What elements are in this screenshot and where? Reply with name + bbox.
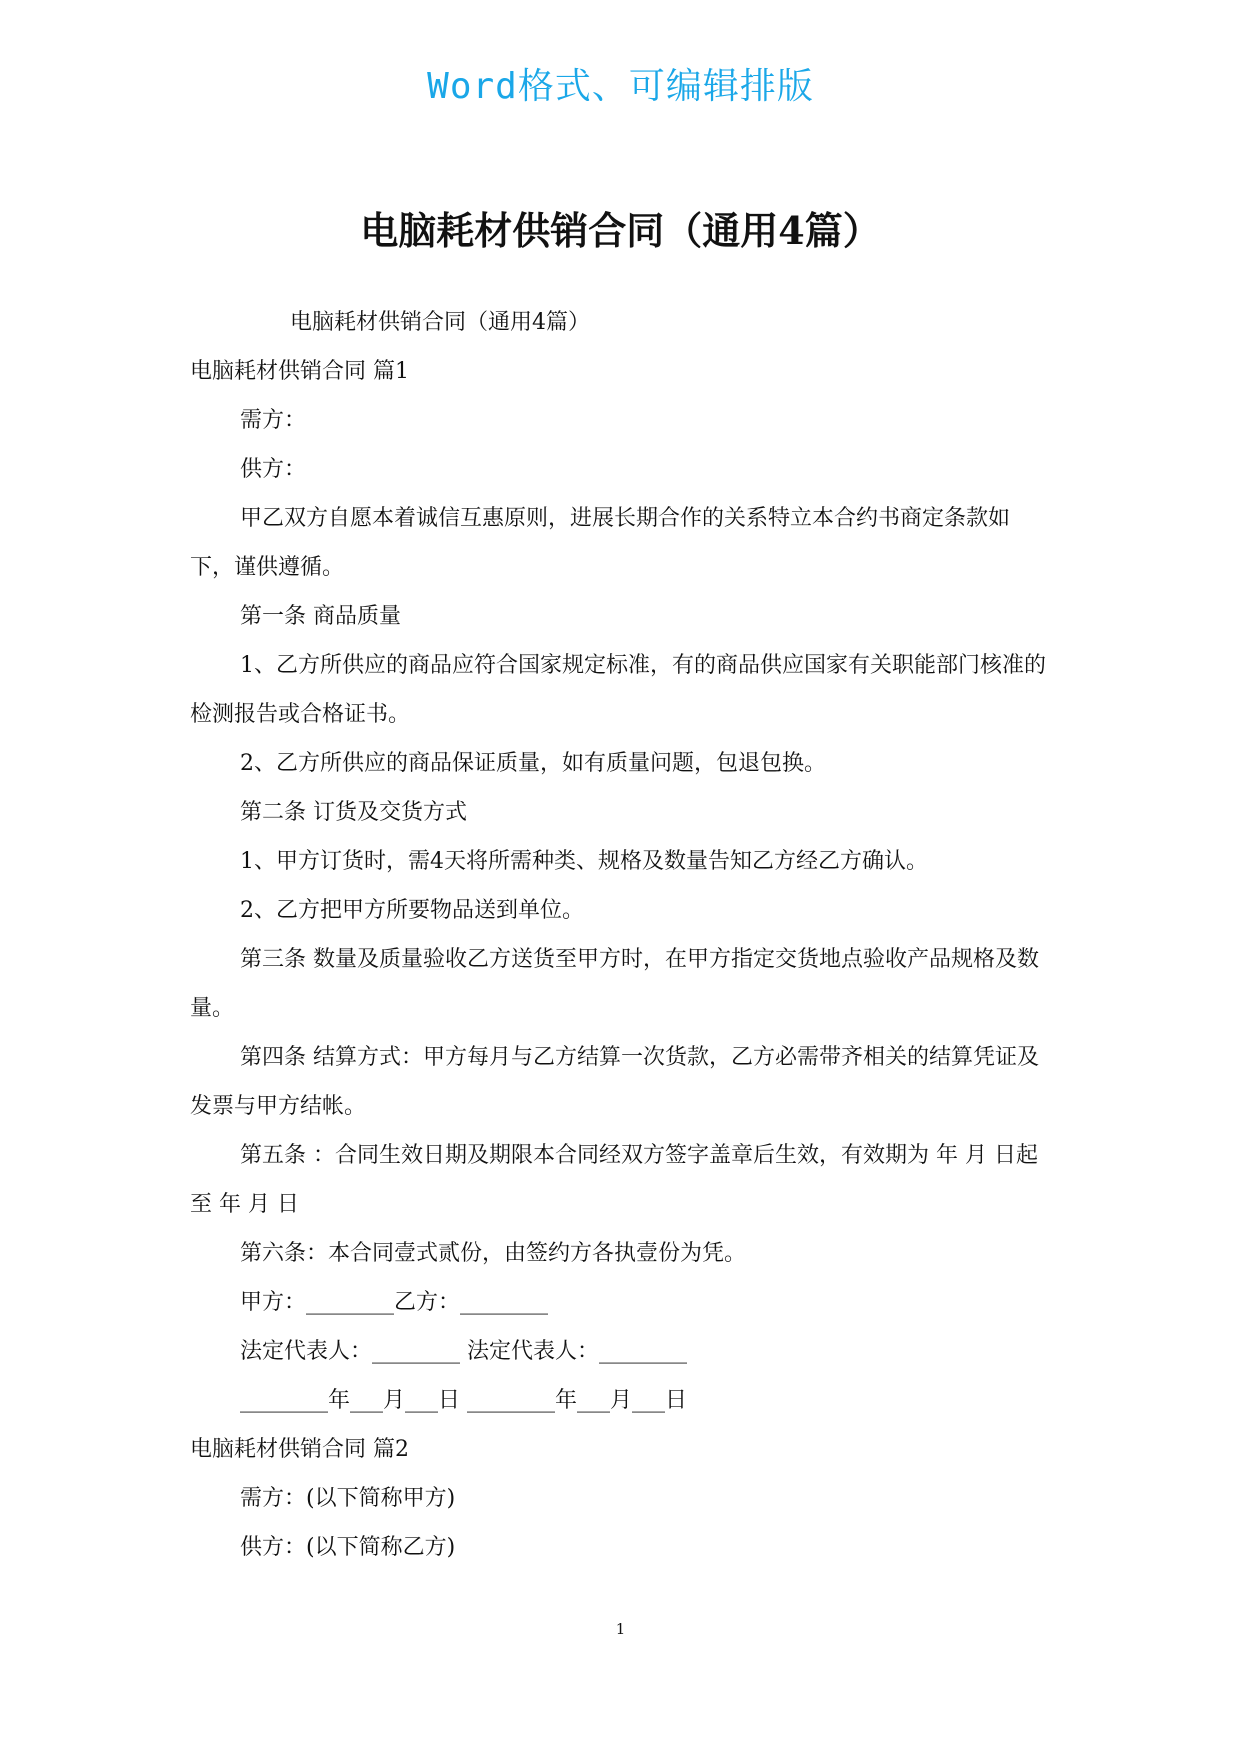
- section-heading-2: 电脑耗材供销合同 篇2: [190, 1437, 409, 1462]
- paragraph: 供方：(以下简称乙方): [240, 1535, 456, 1560]
- paragraph: 第四条 结算方式：甲方每月与乙方结算一次货款，乙方必需带齐相关的结算凭证及发票与甲方结帐。: [190, 1045, 1039, 1119]
- paragraph: 需方：: [240, 408, 307, 433]
- paragraph: 第六条：本合同壹式贰份，由签约方各执壹份为凭。: [240, 1241, 747, 1266]
- paragraph: 甲乙双方自愿本着诚信互惠原则，进展长期合作的关系特立本合约书商定条款如下，谨供遵循。: [190, 506, 1011, 580]
- section-heading-1: 电脑耗材供销合同 篇1: [190, 359, 409, 384]
- signature-line: 甲方：________乙方：________: [240, 1290, 549, 1315]
- paragraph: 第一条 商品质量: [240, 604, 401, 629]
- paragraph: 第五条 ：合同生效日期及期限本合同经双方签字盖章后生效，有效期为 年 月 日起至 年 月 日: [190, 1143, 1038, 1217]
- paragraph: 2、乙方所供应的商品保证质量，如有质量问题，包退包换。: [240, 751, 826, 776]
- paragraph: 需方：(以下简称甲方): [240, 1486, 456, 1511]
- paragraph: 供方：: [240, 457, 307, 482]
- banner-text: Word格式、可编辑排版: [427, 66, 814, 107]
- page-number: 1: [615, 1620, 626, 1638]
- paragraph: 1、甲方订货时，需4天将所需种类、规格及数量告知乙方经乙方确认。: [240, 849, 928, 874]
- date-line: ________年___月___日 ________年___月___日: [240, 1388, 687, 1413]
- document-title: 电脑耗材供销合同（通用4篇）: [360, 208, 881, 253]
- paragraph: 第二条 订货及交货方式: [240, 800, 467, 825]
- signature-line: 法定代表人：________ 法定代表人：________: [240, 1339, 687, 1364]
- paragraph: 2、乙方把甲方所要物品送到单位。: [240, 898, 584, 923]
- document-body: [190, 298, 1052, 1572]
- paragraph: 第三条 数量及质量验收乙方送货至甲方时，在甲方指定交货地点验收产品规格及数量。: [190, 947, 1039, 1021]
- paragraph: 1、乙方所供应的商品应符合国家规定标准，有的商品供应国家有关职能部门核准的检测报告或合格证书。: [190, 653, 1046, 727]
- document-subtitle: 电脑耗材供销合同（通用4篇）: [290, 310, 590, 335]
